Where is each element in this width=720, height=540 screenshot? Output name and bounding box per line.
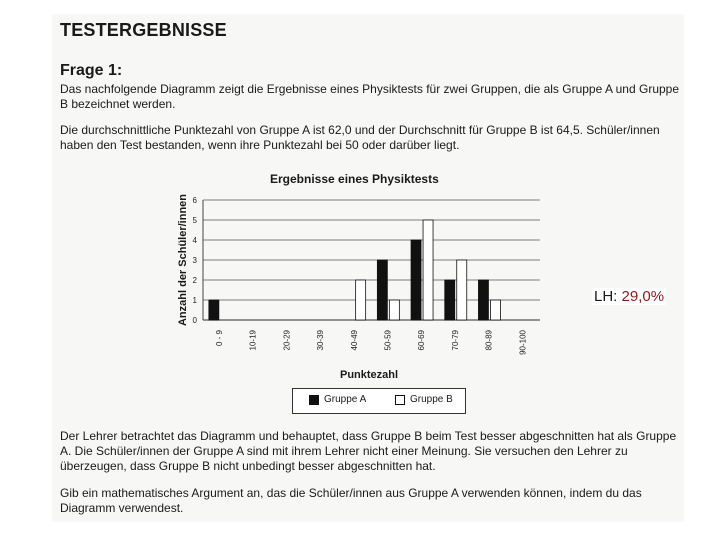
bar-gruppe-b <box>389 300 399 320</box>
side-note-label: LH: <box>594 288 618 305</box>
side-note-value: 29,0% <box>621 288 665 305</box>
intro-text: Das nachfolgende Diagramm zeigt die Ergebnisse eines Physiktests für zwei Gruppen, die als Gruppe A und Gruppe B bezeichnet werden. <box>60 82 680 111</box>
task-text: Gib ein mathematisches Argument an, das die Schüler/innen aus Gruppe A verwenden können, indem du das Diagramm verwendest. <box>60 486 642 515</box>
x-tick-label: 30-39 <box>316 330 326 351</box>
legend-label-gruppe-a: Gruppe A <box>324 394 367 405</box>
bar-gruppe-b <box>457 260 467 320</box>
x-tick-label: 60-69 <box>417 330 427 351</box>
teacher-claim-text: Der Lehrer betrachtet das Diagramm und behauptet, dass Gruppe B beim Test besser abgeschnitten hat als Gruppe A. Die Schüler/innen der Gruppe A sind mit ihrem Lehrer nicht einer Meinung. Sie versuchen den Lehrer zu überzeugen, dass Gruppe B nicht unbedingt besser abgeschnitten hat. <box>60 429 677 473</box>
chart-legend <box>292 388 466 414</box>
y-tick-label: 0 <box>192 316 197 325</box>
legend-swatch-gruppe-b <box>395 395 405 405</box>
bar-gruppe-a <box>377 260 387 320</box>
x-tick-label: 40-49 <box>349 330 359 351</box>
averages-text: Die durchschnittliche Punktezahl von Gruppe A ist 62,0 und der Durchschnitt für Gruppe B ist 64,5. Schüler/innen haben den Test bestanden, wenn ihre Punktezahl bei 50 oder darüber liegt. <box>60 123 660 152</box>
chart-x-axis-label: Punktezahl <box>340 369 399 381</box>
bar-gruppe-a <box>209 300 219 320</box>
bar-gruppe-b <box>423 220 433 320</box>
y-tick-label: 3 <box>192 256 197 265</box>
legend-item-gruppe-a <box>309 394 366 405</box>
legend-label-gruppe-b: Gruppe B <box>410 394 453 405</box>
page-title: TESTERGEBNISSE <box>60 20 227 40</box>
bar-gruppe-b <box>356 280 366 320</box>
x-tick-label: 80-89 <box>484 330 494 351</box>
x-tick-label: 0 - 9 <box>214 330 224 347</box>
x-tick-label: 10-19 <box>248 330 258 351</box>
chart-title: Ergebnisse eines Physiktests <box>270 172 439 186</box>
x-tick-label: 90-100 <box>518 330 528 355</box>
y-tick-label: 1 <box>192 296 197 305</box>
y-tick-label: 6 <box>192 196 197 205</box>
x-tick-label: 50-59 <box>383 330 393 351</box>
chart-y-axis-label: Anzahl der Schüler/innen <box>177 193 189 327</box>
y-tick-label: 2 <box>192 276 197 285</box>
side-note <box>592 288 666 305</box>
y-tick-label: 5 <box>192 216 197 225</box>
bar-gruppe-b <box>490 300 500 320</box>
bar-gruppe-a <box>478 280 488 320</box>
bar-gruppe-a <box>411 240 421 320</box>
y-tick-label: 4 <box>192 236 197 245</box>
legend-item-gruppe-b <box>395 394 453 405</box>
legend-swatch-gruppe-a <box>309 395 319 405</box>
x-tick-label: 70-79 <box>450 330 460 351</box>
x-tick-label: 20-29 <box>282 330 292 351</box>
bar-gruppe-a <box>445 280 455 320</box>
question-heading: Frage 1: <box>60 62 123 79</box>
